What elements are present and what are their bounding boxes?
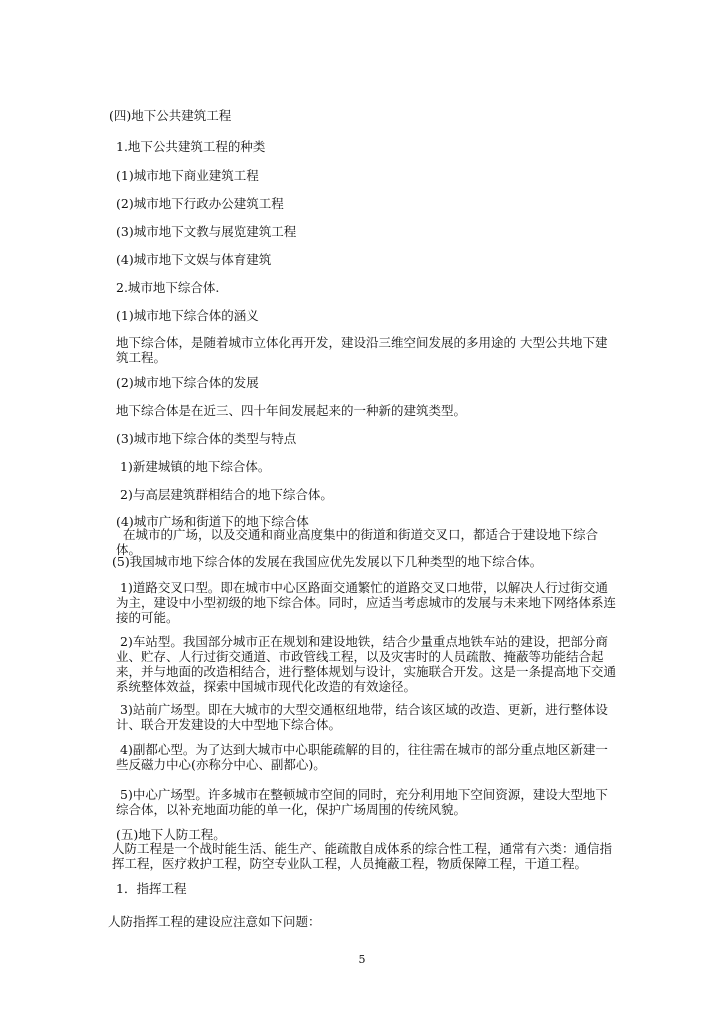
subsection-heading: 2.城市地下综合体. <box>116 280 220 295</box>
list-item: (2)城市地下行政办公建筑工程 <box>116 196 284 211</box>
list-item: 2)与高层建筑群相结合的地下综合体。 <box>120 487 333 502</box>
item-heading: (3)城市地下综合体的类型与特点 <box>116 431 297 446</box>
page-number: 5 <box>358 953 366 966</box>
section-heading: (四)地下公共建筑工程 <box>109 108 232 123</box>
section-heading: (五)地下人防工程。 <box>116 827 226 842</box>
paragraph: 3)站前广场型。即在大城市的大型交通枢纽地带，结合该区域的改造、更新，进行整体设计、联合开发建设的大中型地下综合体。 <box>116 702 608 732</box>
paragraph: 人防指挥工程的建设应注意如下问题： <box>108 914 321 929</box>
list-item: (4)城市地下文娱与体育建筑 <box>116 252 272 267</box>
subsection-heading: 1．指挥工程 <box>116 881 187 896</box>
paragraph: 1)道路交叉口型。即在城市中心区路面交通繁忙的道路交叉口地带，以解决人行过街交通为主，建设中小型初级的地下综合体。同时，应适当考虑城市的发展与未来地下网络体系连接的可能。 <box>116 580 617 625</box>
item-heading: (1)城市地下综合体的涵义 <box>116 308 259 323</box>
paragraph: 地下综合体是在近三、四十年间发展起来的一种新的建筑类型。 <box>116 403 467 418</box>
paragraph: 5)中心广场型。许多城市在整顿城市空间的同时，充分利用地下空间资源，建设大型地下综合体，以补充地面功能的单一化，保护广场周围的传统风貌。 <box>116 787 608 817</box>
paragraph: 2)车站型。我国部分城市正在规划和建设地铁，结合少量重点地铁车站的建设，把部分商业、贮存、人行过街交通道、市政管线工程，以及灾害时的人员疏散、掩蔽等功能结合起来，并与地面的改造相结合，进行整体规划与设计，实施联合开发。这是一条提高地下交通系统整体效益，探索中国城市现代化改造的有效途径。 <box>116 634 617 694</box>
list-item: 1)新建城镇的地下综合体。 <box>120 459 271 474</box>
paragraph: 4)副都心型。为了达到大城市中心职能疏解的目的，往往需在城市的部分重点地区新建一些反磁力中心(亦称分中心、副都心)。 <box>116 742 608 772</box>
list-item: (1)城市地下商业建筑工程 <box>116 168 259 183</box>
item-heading: (4)城市广场和街道下的地下综合体 <box>116 514 309 529</box>
paragraph: 地下综合体，是随着城市立体化再开发，建设沿三维空间发展的多用途的 大型公共地下建筑工程。 <box>116 335 608 365</box>
subsection-heading: 1.地下公共建筑工程的种类 <box>116 139 266 154</box>
item-heading: (2)城市地下综合体的发展 <box>116 375 259 390</box>
paragraph: 人防工程是一个战时能生活、能生产、能疏散自成体系的综合性工程，通常有六类：通信指挥工程，医疗救护工程，防空专业队工程，人员掩蔽工程，物质保障工程，干道工程。 <box>112 841 613 871</box>
list-item: (3)城市地下文教与展览建筑工程 <box>116 224 297 239</box>
paragraph: 在城市的广场，以及交通和商业高度集中的街道和街道交叉口，都适合于建设地下综合体。 <box>116 527 599 557</box>
item-heading: (5)我国城市地下综合体的发展在我国应优先发展以下几种类型的地下综合体。 <box>112 554 543 569</box>
